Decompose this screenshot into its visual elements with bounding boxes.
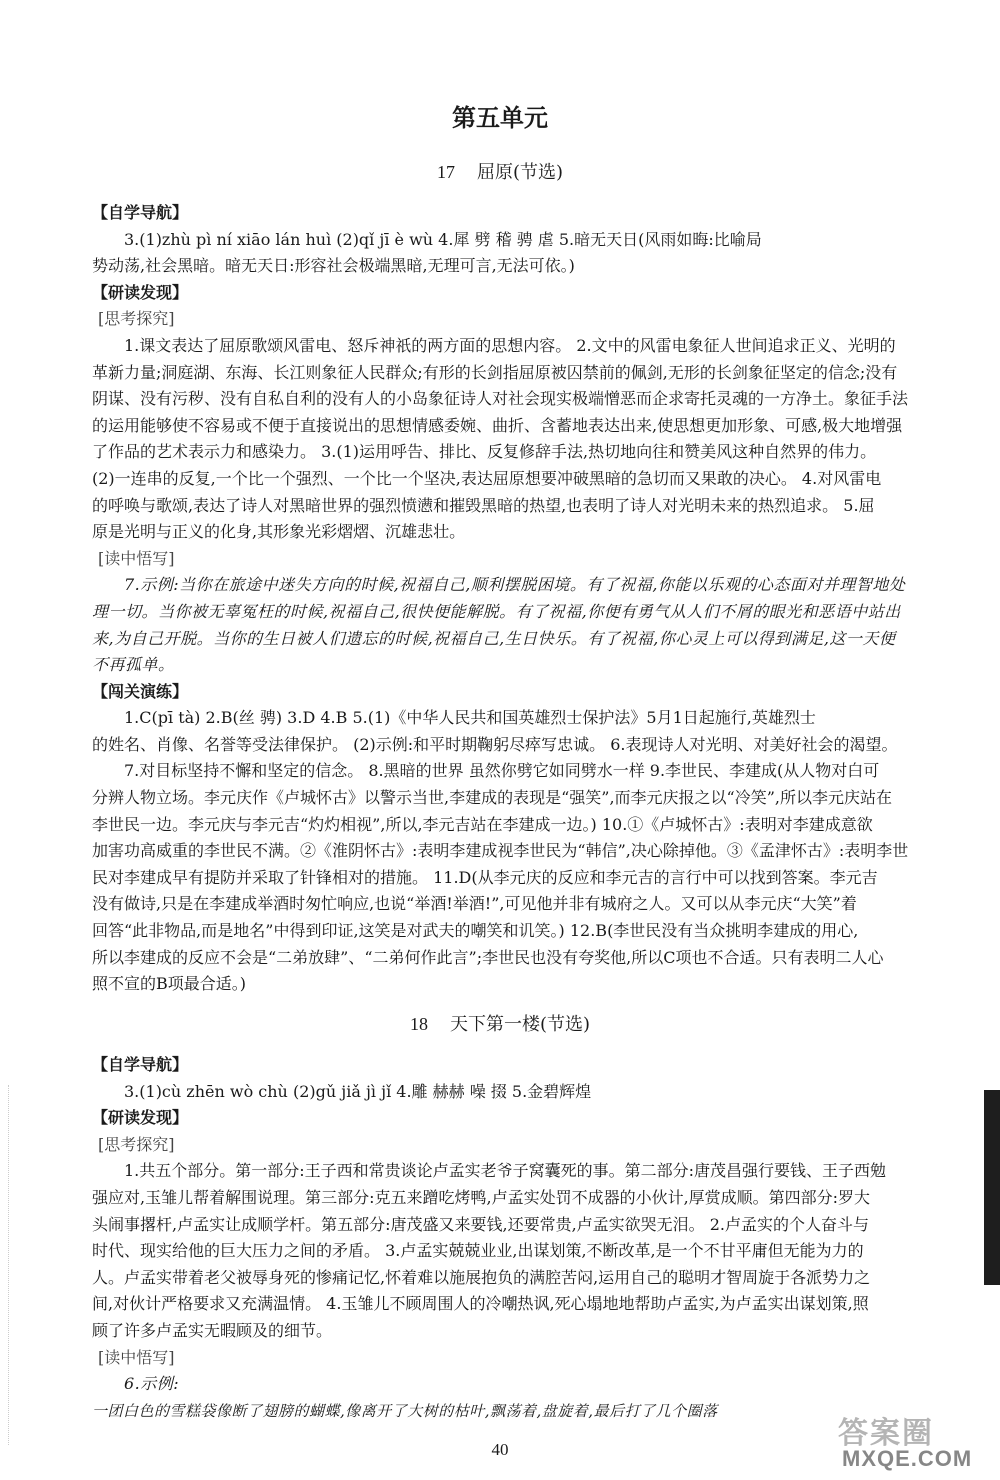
unit-title: 第五单元 <box>452 104 548 132</box>
margin-dots <box>8 1085 13 1445</box>
section-header-yandu: 【研读发现】 <box>92 1108 189 1128</box>
chuangguan-line: 7.对目标坚持不懈和坚定的信念。 8.黑暗的世界 虽然你劈它如同劈水一样 9.李世民、李建成(从人物对白可 <box>124 761 880 781</box>
lesson-17-body <box>92 200 942 998</box>
subsection-sikao: [思考探究] <box>98 309 175 329</box>
lesson-18-note: (节选) <box>539 1014 591 1035</box>
page-number: 40 <box>491 1440 509 1459</box>
sikao-line: 原是光明与正义的化身,其形象光彩熠熠、沉雄悲壮。 <box>92 522 466 542</box>
lesson-17-number: 17 <box>436 162 455 182</box>
duzhong-line: 7.示例:当你在旅途中迷失方向的时候,祝福自己,顺利摆脱困境。有了祝福,你能以乐观的心态面对并理智地处 <box>124 575 906 595</box>
chuangguan-line: 加害功高威重的李世民不满。②《淮阴怀古》:表明李建成视李世民为“韩信”,决心除掉他。③《孟津怀古》:表明李世 <box>92 841 909 861</box>
section-header-zixue: 【自学导航】 <box>92 1055 189 1074</box>
side-tab-marker <box>984 1090 1000 1285</box>
sikao-line: 人。卢孟实带着老父被辱身死的惨痛记忆,怀着难以施展抱负的满腔苦闷,运用自己的聪明才智周旋于各派势力之 <box>92 1267 871 1287</box>
zixue-line: 势动荡,社会黑暗。暗无天日:形容社会极端黑暗,无理可言,无法可依。) <box>92 256 575 276</box>
sikao-line: 强应对,玉雏儿帮着解围说理。第三部分:克五来蹭吃烤鸭,卢孟实处罚不成器的小伙计,厚赏成顺。第四部分:罗大 <box>92 1187 871 1207</box>
lesson-17-note: (节选) <box>512 162 564 183</box>
lesson-18-name: 天下第一楼 <box>449 1014 540 1035</box>
lesson-17-name: 屈原 <box>476 162 513 183</box>
watermark-cn: 答案圈 <box>838 1416 934 1451</box>
lesson-17-title <box>0 158 1000 184</box>
lesson-18-number: 18 <box>409 1014 428 1034</box>
subsection-sikao: [思考探究] <box>98 1134 175 1154</box>
sikao-line: 1.共五个部分。第一部分:王子西和常贵谈论卢孟实老爷子窝囊死的事。第二部分:唐茂昌强行要钱、王子西勉 <box>124 1161 887 1181</box>
sikao-line: (2)一连串的反复,一个比一个强烈、一个比一个坚决,表达屈原想要冲破黑暗的急切而又果敢的决心。 4.对风雷电 <box>92 468 882 488</box>
chuangguan-line: 的姓名、肖像、名誉等受法律保护。 (2)示例:和平时期鞠躬尽瘁写忠诚。 6.表现诗人对光明、对美好社会的渴望。 <box>92 734 898 754</box>
subsection-duzhong: [读中悟写] <box>98 548 175 568</box>
zixue-line: 3.(1)zhù pì ní xiāo lán huì (2)qǐ jī è wù 4.犀 劈 稽 骋 虐 5.暗无天日(风雨如晦:比喻局 <box>124 229 762 249</box>
sikao-line: 的呼唤与歌颂,表达了诗人对黑暗世界的强烈愤懑和摧毁黑暗的热望,也表明了诗人对光明未来的热烈追求。 5.屈 <box>92 495 875 515</box>
duzhong-line: 6.示例: <box>124 1374 180 1394</box>
sikao-line: 顾了许多卢孟实无暇顾及的细节。 <box>92 1320 333 1340</box>
watermark-en: MXQE.COM <box>842 1446 973 1471</box>
lesson-18-title <box>0 1010 1000 1036</box>
sikao-line: 间,对伙计严格要求又充满温情。 4.玉雏儿不顾周围人的冷嘲热讽,死心塌地地帮助卢孟实,为卢孟实出谋划策,照 <box>92 1294 869 1314</box>
chuangguan-line: 回答“此非物品,而是地名”中得到印证,这笑是对武夫的嘲笑和讥笑。) 12.B(李世民没有当众挑明李建成的用心, <box>92 921 859 941</box>
chuangguan-line: 没有做诗,只是在李建成举酒时匆忙响应,也说“举酒!举酒!”,可见他并非有城府之人。又可以从李元庆“大笑”着 <box>92 894 857 914</box>
sikao-line: 头闹事撂杆,卢孟实让成顺学杆。第五部分:唐茂盛又来要钱,还要常贵,卢孟实欲哭无泪。 2.卢孟实的个人奋斗与 <box>92 1214 870 1234</box>
zixue-line: 3.(1)cù zhēn wò chù (2)gǔ jiǎ jì jǐ 4.雕 赫赫 噪 掇 5.金碧辉煌 <box>124 1081 592 1101</box>
chuangguan-line: 分辨人物立场。李元庆作《卢城怀古》以警示当世,李建成的表现是“强笑”,而李元庆报之以“冷笑”,所以李元庆站在 <box>92 788 892 808</box>
sikao-line: 1.课文表达了屈原歌颂风雷电、怒斥神祇的两方面的思想内容。 2.文中的风雷电象征人世间追求正义、光明的 <box>124 335 896 355</box>
section-header-yandu: 【研读发现】 <box>92 282 189 302</box>
section-header-zixue: 【自学导航】 <box>92 203 189 222</box>
sikao-line: 了作品的艺术表示力和感染力。 3.(1)运用呼告、排比、反复修辞手法,热切地向往和赞美风这种自然界的伟力。 <box>92 442 877 462</box>
duzhong-line: 来,为自己开脱。当你的生日被人们遗忘的时候,祝福自己,生日快乐。有了祝福,你心灵上可以得到满足,这一天便 <box>92 628 896 648</box>
section-header-chuangguan: 【闯关演练】 <box>92 681 189 701</box>
chuangguan-line: 民对李建成早有提防并采取了针锋相对的措施。 11.D(从李元庆的反应和李元吉的言行中可以找到答案。李元吉 <box>92 867 878 887</box>
subsection-duzhong: [读中悟写] <box>98 1347 175 1367</box>
sikao-line: 的运用能够使不容易或不便于直接说出的思想情感委婉、曲折、含蓄地表达出来,使思想更加形象、可感,极大地增强 <box>92 415 903 435</box>
chuangguan-line: 照不宣的B项最合适。) <box>92 974 247 994</box>
duzhong-line: 理一切。当你被无辜冤枉的时候,祝福自己,很快便能解脱。有了祝福,你便有勇气从人们不屑的眼光和恶语中站出 <box>92 601 901 621</box>
duzhong-line: 不再孤单。 <box>92 655 175 675</box>
sikao-line: 阴谋、没有污秽、没有自私自利的没有人的小岛象征诗人对社会现实极端憎恶而企求寄托灵魂的一方净土。象征手法 <box>92 389 909 409</box>
watermark-logo <box>820 1408 990 1476</box>
duzhong-line: 一团白色的雪糕袋像断了翅膀的蝴蝶,像离开了大树的枯叶,飘荡着,盘旋着,最后打了几个圈落 <box>92 1401 718 1420</box>
lesson-18-body <box>92 1052 942 1424</box>
sikao-line: 革新力量;洞庭湖、东海、长江则象征人民群众;有形的长剑指屈原被囚禁前的佩剑,无形的长剑象征坚定的信念;没有 <box>92 362 898 382</box>
chuangguan-line: 所以李建成的反应不会是“二弟放肆”、“二弟何作此言”;李世民也没有夸奖他,所以C项也不合适。只有表明二人心 <box>92 947 884 967</box>
sikao-line: 时代、现实给他的巨大压力之间的矛盾。 3.卢孟实兢兢业业,出谋划策,不断改革,是一个不甘平庸但无能为力的 <box>92 1241 864 1261</box>
chuangguan-line: 1.C(pī tà) 2.B(丝 骋) 3.D 4.B 5.(1)《中华人民共和国英雄烈士保护法》5月1日起施行,英雄烈士 <box>124 708 816 728</box>
chuangguan-line: 李世民一边。李元庆与李元吉“灼灼相视”,所以,李元吉站在李建成一边。) 10.①《卢城怀古》:表明对李建成意欲 <box>92 814 873 834</box>
